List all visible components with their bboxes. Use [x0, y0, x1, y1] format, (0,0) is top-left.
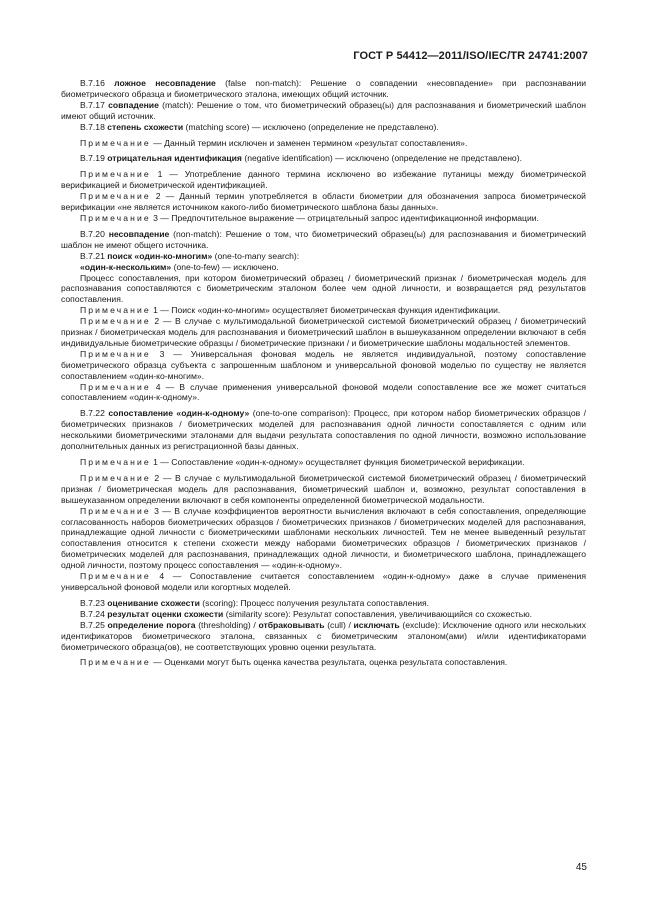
note-label: Примечание — [80, 169, 151, 180]
paragraph-text: (thresholding) / — [195, 619, 259, 630]
definition-paragraph — [61, 153, 586, 164]
note-paragraph — [61, 169, 586, 191]
definition-paragraph — [61, 408, 586, 452]
note-paragraph — [61, 506, 586, 571]
paragraph-text: 2 — Данный термин употребляется в области биометрии для обозначения запроса биометрической верификации «не является источником какого-либо биометрического шаблона базы данных». — [61, 191, 586, 213]
paragraph-text: 4 — В случае применения универсальной фоновой модели сопоставление все же может считаться сопоставлением «один-к-одному». — [61, 381, 586, 403]
note-paragraph — [61, 305, 586, 316]
document-body — [61, 78, 586, 668]
paragraph-text: (one-to-many search): — [212, 250, 300, 261]
note-label: Примечание — [80, 137, 151, 148]
note-paragraph — [61, 657, 586, 668]
paragraph-text: В.7.18 — [80, 121, 108, 132]
note-label: Примечание — [80, 191, 151, 202]
note-label: Примечание — [80, 571, 151, 582]
note-label: Примечание — [80, 381, 151, 392]
definition-paragraph — [61, 78, 586, 100]
paragraph-text: (matching score) — исключено (определение не представлено). — [183, 121, 439, 132]
term: поиск «один-ко-многим» — [107, 250, 213, 261]
term: исключать — [353, 619, 400, 630]
note-paragraph — [61, 316, 586, 349]
document-header: ГОСТ Р 54412—2011/ISO/IEC/TR 24741:2007 — [353, 50, 588, 62]
term: оценивание схожести — [107, 597, 200, 608]
note-paragraph — [61, 138, 586, 149]
note-label: Примечание — [80, 316, 151, 327]
paragraph-text: В.7.20 — [80, 228, 109, 239]
definition-paragraph — [61, 609, 586, 620]
paragraph-text: В.7.21 — [80, 250, 108, 261]
paragraph-text: (exclude): Исключение одного или нескольких идентификаторов биометрического эталона, связанных с биометрическим эталоном(ами) и/или идентификаторами биометрического образца(ов), не соответствующих уровню оценки результата. — [61, 619, 586, 652]
paragraph-text: (false non-match): Решение о совпадении «несовпадение» при распознавании биометрического образца и биометрического эталона, имеющих общий источник. — [61, 78, 586, 99]
note-paragraph — [61, 213, 586, 224]
paragraph-text: (scoring): Процесс получения результата сопоставления. — [199, 597, 430, 608]
paragraph-text: В.7.23 — [80, 597, 108, 608]
note-paragraph — [61, 191, 586, 213]
term: сопоставление «один-к-одному» — [108, 408, 250, 419]
definition-paragraph — [61, 122, 586, 133]
note-paragraph — [61, 473, 586, 506]
note-label: Примечание — [80, 212, 151, 223]
note-paragraph — [61, 571, 586, 593]
paragraph-text: 3 — В случае коэффициентов вероятности вычисления включают в себя сопоставления, определяющие согласованность наборов биометрических образцов / биометрических признаков / биометрических моделей для распознавания, принадлежащие одной личности с биометрическими шаблонами нескольких личностей. Тем не менее выведенный результат сопоставления относится к степени схожести между наборами биометрических образцов / биометрических признаков / биометрических моделей для распознавания, принадлежащих одной личности, и биометрического шаблона, принадлежащего одной личности, поэтому процесс сопоставления — «один-к-одному». — [61, 505, 586, 571]
note-label: Примечание — [80, 348, 151, 359]
paragraph-text: В.7.19 — [80, 153, 108, 164]
term: совпадение — [108, 99, 159, 110]
term: результат оценки схожести — [107, 608, 224, 619]
paragraph-text: Процесс сопоставления, при котором биометрический образец / биометрический признак / биометрическая модель для распознавания сопоставляются с биометрическим эталоном более чем одной личности, и возвращается ряд результатов сопоставления. — [61, 272, 586, 305]
definition-paragraph — [61, 251, 586, 262]
paragraph-text: В.7.25 — [80, 619, 108, 630]
paragraph-text: В.7.16 — [80, 78, 115, 88]
paragraph-text: 3 — Предпочтительное выражение — отрицательный запрос идентификационной информации. — [150, 212, 539, 223]
note-label: Примечание — [80, 457, 151, 467]
paragraph-text: В.7.22 — [80, 408, 109, 419]
term: «один-к-нескольким» — [80, 261, 172, 272]
note-label: Примечание — [80, 472, 151, 483]
note-label: Примечание — [80, 305, 151, 316]
definition-paragraph — [61, 598, 586, 609]
paragraph-text: — Оценками могут быть оценка качества результата, оценка результата сопоставления. — [150, 657, 508, 668]
definition-paragraph — [61, 262, 586, 273]
term: ложное несовпадение — [114, 78, 216, 88]
term: определение порога — [107, 619, 196, 630]
term: несовпадение — [108, 228, 170, 239]
paragraph-text: (similarity score): Результат сопоставления, увеличивающийся со схожестью. — [223, 608, 533, 619]
definition-paragraph — [61, 273, 586, 306]
note-paragraph — [61, 457, 586, 468]
definition-paragraph — [61, 620, 586, 653]
term: отбраковывать — [258, 619, 325, 630]
paragraph-text: (non-match): Решение о том, что биометрический образец(ы) для распознавания и биометрический шаблон не имеют общего источника. — [61, 228, 586, 250]
paragraph-text: 1 — Сопоставление «один-к-одному» осуществляет функция биометрической верификации. — [150, 457, 525, 467]
paragraph-text: 4 — Сопоставление считается сопоставлением «один-к-одному» даже в случае применения универсальной фоновой модели или когортных моделей. — [61, 571, 586, 592]
paragraph-text: В.7.17 — [80, 99, 109, 110]
definition-paragraph — [61, 229, 586, 251]
paragraph-text: (cull) / — [324, 619, 354, 630]
term: отрицательная идентификация — [107, 153, 242, 164]
paragraph-text: (one-to-one comparison): Процесс, при котором набор биометрических образцов / биометрических признаков / биометрических моделей для распознавания одной личности сопоставляется с одним или несколькими биометрическими эталонами для выдачи результата сопоставления по одной личности, возможно использование дополнительных данных из регистрационной базы данных. — [61, 408, 586, 452]
paragraph-text: 2 — В случае с мультимодальной биометрической системой биометрический образец / биометрический признак / биометрическая модель для распознавания и биометрический шаблон в вышеуказанном определении включают в себя индивидуальные биометрические образцы / биометрические признаки / и биометрические шаблоны модальностей элементов. — [61, 316, 586, 348]
paragraph-text: 2 — В случае с мультимодальной биометрической системой биометрический образец / биометрический признак / биометрическая модель для распознавания, биометрический шаблон и, возможно, результат сопоставления в вышеуказанном определении включают в себя компоненты определенной биометрической модальности. — [61, 472, 586, 505]
paragraph-text: (one-to-few) — исключено. — [171, 261, 279, 272]
paragraph-text: В.7.24 — [80, 608, 108, 619]
paragraph-text: — Данный термин исключен и заменен термином «результат сопоставления». — [150, 137, 468, 148]
note-paragraph — [61, 382, 586, 404]
paragraph-text: 1 — Употребление данного термина исключено во избежание путаницы между биометрической верификацией и биометрической идентификацией. — [61, 169, 586, 191]
note-label: Примечание — [80, 657, 151, 668]
term: степень схожести — [107, 121, 184, 132]
paragraph-text: (negative identification) — исключено (определение не представлено). — [241, 153, 522, 164]
note-label: Примечание — [80, 505, 151, 516]
note-paragraph — [61, 349, 586, 382]
paragraph-text: 1 — Поиск «один-ко-многим» осуществляет биометрическая функция идентификации. — [150, 305, 501, 316]
paragraph-text: 3 — Универсальная фоновая модель не является индивидуальной, поэтому сопоставление биометрического образца субъекта с запрошенным шаблоном и универсальной фоновой моделью по существу не является сопоставлением «один-ко-многим». — [61, 348, 586, 381]
page-number: 45 — [575, 862, 587, 873]
definition-paragraph — [61, 100, 586, 122]
paragraph-text: (match): Решение о том, что биометрический образец(ы) для распознавания и биометрический шаблон имеют общий источник. — [61, 99, 586, 121]
